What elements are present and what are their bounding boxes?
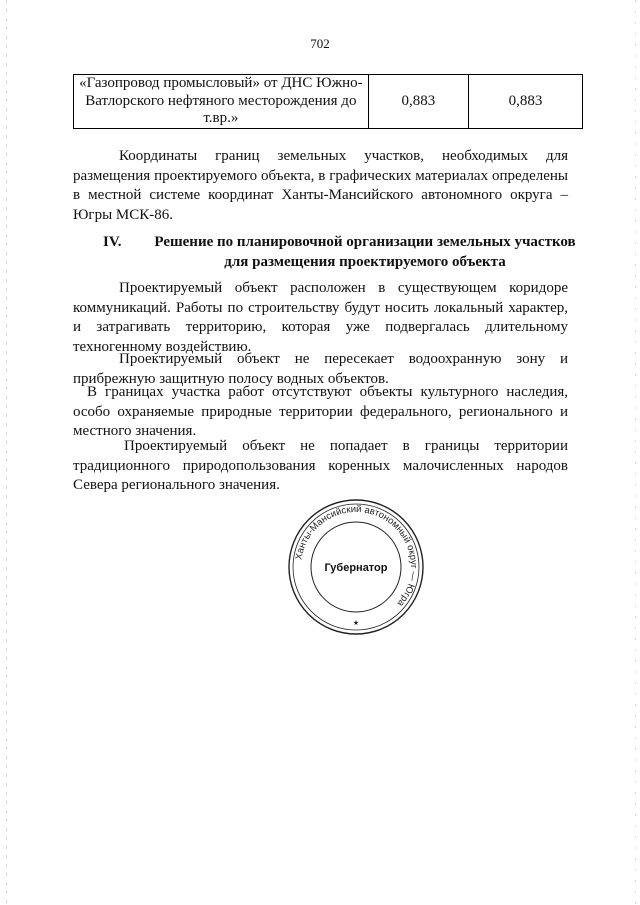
area-table: [73, 74, 583, 129]
section-heading: [73, 233, 583, 272]
paragraph: Проектируемый объект не пересекает водоохранную зону и прибрежную защитную полосу водных объектов.: [73, 351, 568, 387]
table-row: [74, 75, 583, 129]
coordinates-paragraph: Координаты границ земельных участков, необходимых для размещения проектируемого объекта, в графических материалах определены в местной системе координат Ханты-Мансийского автономного округа – Югры МСК-86.: [73, 148, 568, 223]
seal-stamp: [286, 497, 426, 637]
table-cell-value-1: 0,883: [368, 75, 468, 129]
table-cell-name-line: Ватлорского нефтяного месторождения до: [85, 92, 357, 109]
seal-star-icon: ★: [352, 619, 360, 627]
page-number: 702: [310, 36, 330, 51]
official-seal: [286, 497, 426, 637]
seal-center-text: Губернатор: [324, 562, 388, 574]
paragraph: Проектируемый объект не попадает в границы территории традиционного природопользования коренных малочисленных народов Севера регионального значения.: [73, 438, 568, 493]
scan-edge-right: [635, 0, 636, 905]
table-cell-value-2: 0,883: [468, 75, 582, 129]
scan-edge-left: [6, 0, 7, 905]
paragraph: Проектируемый объект расположен в существующем коридоре коммуникаций. Работы по строительству будут носить локальный характер, и затрагивать территорию, которая уже подвергалась длительному техногенному воздействию.: [73, 280, 568, 355]
table-cell-name: [74, 75, 369, 129]
section-title: Решение по планировочной организации земельных участков для размещения проектируемого объекта: [154, 234, 576, 270]
table-cell-name-line: т.вр.»: [203, 110, 239, 126]
paragraph: В границах участка работ отсутствуют объекты культурного наследия, особо охраняемые природные территории федерального, регионального и местного значения.: [73, 384, 568, 439]
seal-ring-text: Ханты-Мансийский автономный округ — Югра: [293, 503, 420, 609]
table-cell-name-line: «Газопровод промысловый» от ДНС Южно-: [79, 75, 363, 91]
section-number: IV.: [103, 234, 122, 250]
